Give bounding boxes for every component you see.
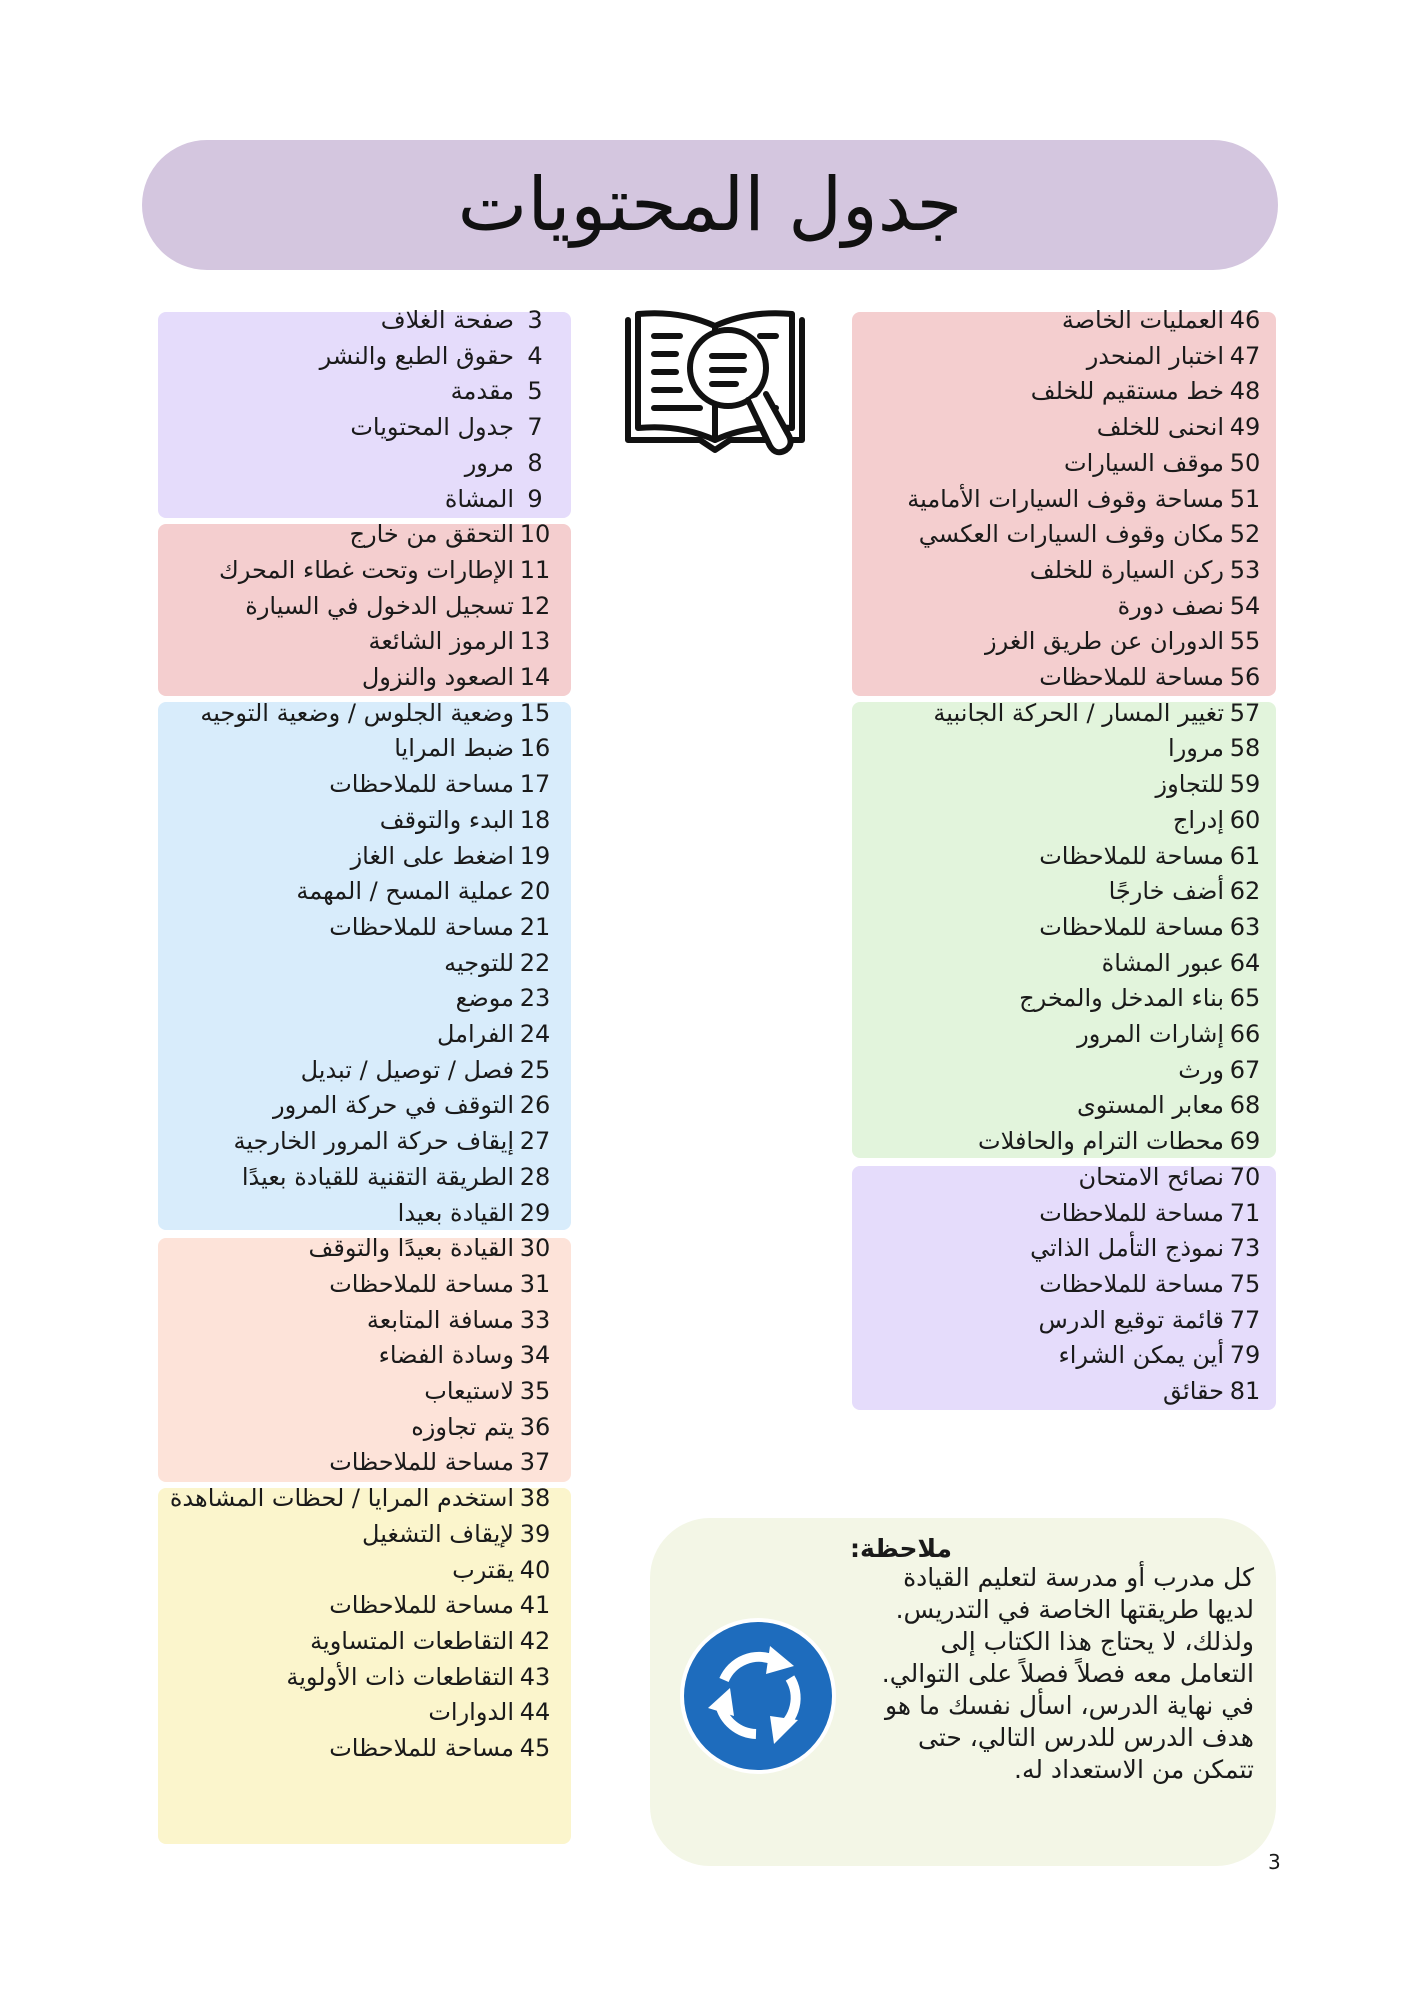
toc-entry-label: جدول المحتويات <box>350 413 514 442</box>
toc-page-number: 19 <box>519 841 551 870</box>
toc-entry[interactable] <box>310 1623 556 1659</box>
toc-entry-label: مساحة للملاحظات <box>329 1734 514 1762</box>
toc-entry[interactable] <box>379 1337 556 1373</box>
page-number: 3 <box>1268 1850 1281 1874</box>
toc-page-number: 77 <box>1229 1305 1261 1334</box>
toc-page-number: 11 <box>519 555 551 584</box>
toc-entry-label: العمليات الخاصة <box>1061 306 1224 334</box>
toc-entry[interactable] <box>1058 1337 1266 1373</box>
toc-entry-label: اختبار المنحدر <box>1086 341 1224 370</box>
toc-entry[interactable] <box>233 1123 556 1159</box>
toc-entry[interactable] <box>242 1159 556 1195</box>
toc-page-number: 68 <box>1229 1091 1261 1120</box>
toc-entry[interactable] <box>1168 730 1266 766</box>
toc-page-number: 61 <box>1229 841 1261 870</box>
toc-page-number: 16 <box>519 734 551 763</box>
toc-entry-label: حقوق الطبع والنشر <box>319 341 514 370</box>
note-line: هدف الدرس للدرس التالي، حتى <box>918 1723 1254 1752</box>
toc-entry[interactable] <box>452 1552 556 1588</box>
toc-entry[interactable] <box>351 838 556 874</box>
toc-entry[interactable] <box>1019 980 1266 1016</box>
toc-page-number: 36 <box>519 1412 551 1441</box>
toc-entry-label: خط مستقيم للخلف <box>1030 377 1224 406</box>
toc-entry[interactable] <box>1039 1195 1266 1231</box>
toc-entry-label: بناء المدخل والمخرج <box>1019 984 1224 1013</box>
toc-page-number: 18 <box>519 805 551 834</box>
toc-page-number: 24 <box>519 1020 551 1048</box>
toc-entry-label: الدوارات <box>428 1698 514 1727</box>
toc-entry-label: استخدم المرايا / لحظات المشاهدة <box>169 1484 514 1513</box>
toc-entry[interactable] <box>350 516 556 552</box>
toc-entry[interactable] <box>451 373 556 409</box>
toc-entry[interactable] <box>1039 1266 1266 1302</box>
toc-page-number: 9 <box>527 484 543 513</box>
toc-entry-label: أين يمكن الشراء <box>1058 1341 1224 1370</box>
toc-entry[interactable] <box>309 1230 557 1266</box>
toc-entry[interactable] <box>1039 659 1266 695</box>
toc-entry[interactable] <box>1079 1159 1267 1195</box>
toc-entry[interactable] <box>1039 838 1266 874</box>
toc-page-number: 29 <box>519 1198 551 1227</box>
toc-entry-label: تغيير المسار / الحركة الجانبية <box>933 698 1224 727</box>
toc-page-number: 3 <box>527 306 543 334</box>
toc-page-number: 60 <box>1229 805 1261 834</box>
toc-entry-label: التقاطعات ذات الأولوية <box>286 1662 514 1691</box>
toc-page-number: 53 <box>1229 555 1261 584</box>
note-title: ملاحظة: <box>850 1534 952 1563</box>
toc-entry[interactable] <box>362 1516 556 1552</box>
toc-entry[interactable] <box>933 695 1266 731</box>
toc-page-number: 59 <box>1229 770 1261 799</box>
toc-entry-label: فصل / توصيل / تبديل <box>300 1055 514 1084</box>
toc-entry[interactable] <box>301 1052 556 1088</box>
toc-page-number: 20 <box>519 877 551 906</box>
toc-entry[interactable] <box>380 802 556 838</box>
toc-entry[interactable] <box>296 873 556 909</box>
toc-entry-label: مساحة للملاحظات <box>329 770 514 799</box>
toc-entry-label: وسادة الفضاء <box>378 1341 514 1370</box>
toc-page-number: 54 <box>1229 591 1261 620</box>
toc-page-number: 17 <box>519 770 551 799</box>
toc-entry-label: مساحة للملاحظات <box>329 1591 514 1620</box>
toc-entry-label: إشارات المرور <box>1077 1020 1224 1048</box>
toc-page-number: 79 <box>1229 1341 1261 1370</box>
toc-entry[interactable] <box>444 945 556 981</box>
toc-entry-label: نموذج التأمل الذاتي <box>1030 1234 1224 1263</box>
toc-entry[interactable] <box>424 1373 556 1409</box>
toc-page-number: 8 <box>527 448 543 477</box>
toc-entry[interactable] <box>329 1266 556 1302</box>
toc-entry-label: مساحة للملاحظات <box>1039 912 1224 941</box>
toc-entry-label: محطات الترام والحافلات <box>978 1127 1224 1156</box>
toc-entry-label: لإيقاف التشغيل <box>362 1519 514 1548</box>
toc-page-number: 65 <box>1229 984 1261 1013</box>
toc-page-number: 5 <box>527 377 543 406</box>
toc-entry-label: مساحة وقوف السيارات الأمامية <box>907 484 1224 513</box>
toc-entry-label: مرورا <box>1168 734 1224 763</box>
toc-entry[interactable] <box>1039 909 1266 945</box>
toc-page-number: 48 <box>1229 377 1261 406</box>
toc-entry[interactable] <box>200 695 556 731</box>
toc-entry-label: مساحة للملاحظات <box>329 1448 514 1477</box>
toc-entry[interactable] <box>445 481 556 517</box>
toc-entry-label: مكان وقوف السيارات العكسي <box>918 520 1224 549</box>
toc-entry[interactable] <box>1064 445 1266 481</box>
toc-entry-label: المشاة <box>444 484 514 513</box>
toc-entry[interactable] <box>367 1302 556 1338</box>
toc-entry-label: القيادة بعيدًا والتوقف <box>308 1234 514 1263</box>
toc-page-number: 50 <box>1229 448 1261 477</box>
toc-entry[interactable] <box>329 1444 556 1480</box>
toc-entry-label: إيقاف حركة المرور الخارجية <box>233 1127 514 1156</box>
toc-entry[interactable] <box>1118 588 1266 624</box>
toc-entry[interactable] <box>465 445 556 481</box>
note-line: ولذلك، لا يحتاج هذا الكتاب إلى <box>940 1627 1254 1656</box>
toc-page-number: 52 <box>1229 520 1261 549</box>
toc-entry-label: الدوران عن طريق الغرز <box>985 627 1224 656</box>
toc-entry-label: صفحة الغلاف <box>380 306 514 334</box>
toc-page-number: 47 <box>1229 341 1261 370</box>
toc-entry[interactable] <box>1031 373 1266 409</box>
toc-page-number: 21 <box>519 912 551 941</box>
toc-entry-label: مساحة للملاحظات <box>329 1269 514 1298</box>
toc-entry-label: التوقف في حركة المرور <box>273 1091 514 1120</box>
toc-entry-label: للتوجيه <box>444 948 514 977</box>
toc-entry-label: عملية المسح / المهمة <box>296 877 514 906</box>
toc-entry-label: الفرامل <box>436 1020 514 1048</box>
toc-page-number: 25 <box>519 1055 551 1084</box>
toc-entry-label: موقف السيارات <box>1064 448 1224 477</box>
toc-page-number: 26 <box>519 1091 551 1120</box>
toc-entry-label: مساحة للملاحظات <box>1039 1198 1224 1227</box>
toc-entry[interactable] <box>329 1730 556 1766</box>
toc-page-number: 30 <box>519 1234 551 1263</box>
toc-page-number: 39 <box>519 1519 551 1548</box>
toc-entry-label: للتجاوز <box>1155 770 1224 799</box>
toc-entry-label: موضع <box>455 984 514 1013</box>
toc-entry[interactable] <box>907 481 1266 517</box>
toc-entry-label: ركن السيارة للخلف <box>1029 555 1224 584</box>
toc-page-number: 51 <box>1229 484 1261 513</box>
toc-entry[interactable] <box>381 302 556 338</box>
toc-entry[interactable] <box>1039 1302 1267 1338</box>
toc-page-number: 73 <box>1229 1234 1261 1263</box>
toc-entry[interactable] <box>456 980 556 1016</box>
toc-entry-label: القيادة بعيدا <box>397 1198 514 1227</box>
toc-entry-label: مساحة للملاحظات <box>329 912 514 941</box>
toc-page-number: 22 <box>519 948 551 977</box>
toc-entry[interactable] <box>329 1587 556 1623</box>
toc-entry[interactable] <box>437 1016 556 1052</box>
toc-entry[interactable] <box>329 766 556 802</box>
toc-page-number: 66 <box>1229 1020 1261 1048</box>
toc-page-number: 4 <box>527 341 543 370</box>
toc-entry[interactable] <box>1173 802 1266 838</box>
toc-page-number: 35 <box>519 1377 551 1405</box>
toc-page-number: 57 <box>1229 698 1261 727</box>
toc-entry[interactable] <box>394 730 556 766</box>
toc-entry[interactable] <box>286 1659 556 1695</box>
toc-page-number: 63 <box>1229 912 1261 941</box>
toc-entry[interactable] <box>273 1087 556 1123</box>
toc-page-number: 75 <box>1229 1269 1261 1298</box>
toc-page-number: 81 <box>1229 1377 1261 1405</box>
toc-entry-label: تسجيل الدخول في السيارة <box>245 591 514 620</box>
note-line: التعامل معه فصلاً فصلاً على التوالي. <box>881 1659 1254 1688</box>
toc-page-number: 55 <box>1229 627 1261 656</box>
toc-entry[interactable] <box>1156 766 1266 802</box>
toc-entry-label: الإطارات وتحت غطاء المحرك <box>218 555 514 584</box>
toc-entry-label: معابر المستوى <box>1077 1091 1224 1120</box>
toc-page-number: 41 <box>519 1591 551 1620</box>
toc-entry[interactable] <box>1030 1230 1266 1266</box>
toc-page-number: 7 <box>527 413 543 442</box>
toc-entry-label: اضغط على الغاز <box>350 841 514 870</box>
toc-page-number: 14 <box>519 663 551 691</box>
toc-page-number: 46 <box>1229 306 1261 334</box>
toc-entry[interactable] <box>1077 1016 1266 1052</box>
note-line: تتمكن من الاستعداد له. <box>1014 1755 1254 1784</box>
toc-page-number: 28 <box>519 1162 551 1191</box>
toc-entry[interactable] <box>362 659 556 695</box>
toc-entry-label: البدء والتوقف <box>379 805 514 834</box>
toc-page-number: 64 <box>1229 948 1261 977</box>
toc-page-number: 58 <box>1229 734 1261 763</box>
toc-page-number: 62 <box>1229 877 1261 906</box>
toc-entry[interactable] <box>1062 302 1266 338</box>
toc-entry-label: الرموز الشائعة <box>368 627 514 656</box>
toc-page-number: 56 <box>1229 663 1261 691</box>
title-banner <box>142 140 1278 270</box>
toc-entry-label: التحقق من خارج <box>349 520 514 549</box>
toc-right-column <box>850 302 1266 1422</box>
toc-entry-label: إدراج <box>1172 805 1224 834</box>
toc-entry[interactable] <box>1097 409 1266 445</box>
toc-page-number: 70 <box>1229 1162 1261 1191</box>
toc-entry[interactable] <box>1109 873 1266 909</box>
toc-entry[interactable] <box>170 1480 556 1516</box>
toc-entry-label: وضعية الجلوس / وضعية التوجيه <box>200 698 514 727</box>
toc-entry[interactable] <box>368 623 556 659</box>
toc-page-number: 23 <box>519 984 551 1013</box>
toc-entry-label: التقاطعات المتساوية <box>310 1626 514 1655</box>
toc-page-number: 27 <box>519 1127 551 1156</box>
page-title: جدول المحتويات <box>457 162 963 248</box>
toc-entry-label: أضف خارجًا <box>1108 877 1224 906</box>
toc-page-number: 37 <box>519 1448 551 1477</box>
toc-page-number: 31 <box>519 1269 551 1298</box>
toc-entry[interactable] <box>428 1694 556 1730</box>
toc-entry[interactable] <box>398 1195 556 1231</box>
toc-page-number: 69 <box>1229 1127 1261 1156</box>
toc-entry-label: ضبط المرايا <box>394 734 514 763</box>
note-line: لديها طريقتها الخاصة في التدريس. <box>895 1595 1254 1624</box>
toc-entry-label: مساحة للملاحظات <box>1039 841 1224 870</box>
toc-entry[interactable] <box>1178 1052 1266 1088</box>
toc-page-number: 40 <box>519 1555 551 1584</box>
toc-page-number: 42 <box>519 1626 551 1655</box>
toc-entry[interactable] <box>350 409 556 445</box>
toc-entry-label: لاستيعاب <box>424 1377 514 1405</box>
toc-entry-label: يتم تجاوزه <box>411 1412 514 1441</box>
toc-entry[interactable] <box>985 623 1266 659</box>
note-line: كل مدرب أو مدرسة لتعليم القيادة <box>903 1563 1254 1592</box>
toc-left-column <box>140 302 556 1762</box>
toc-entry-label: قائمة توقيع الدرس <box>1038 1305 1224 1334</box>
toc-entry[interactable] <box>329 909 556 945</box>
toc-entry-label: الصعود والنزول <box>361 663 514 691</box>
book-magnifier-icon <box>620 300 810 470</box>
toc-entry[interactable] <box>978 1123 1266 1159</box>
toc-page-number: 33 <box>519 1305 551 1334</box>
toc-entry-label: حقائق <box>1163 1377 1224 1405</box>
toc-page-number: 38 <box>519 1484 551 1513</box>
toc-entry-label: انحنى للخلف <box>1096 413 1224 442</box>
note-text <box>881 1562 1254 1786</box>
toc-entry-label: نصف دورة <box>1117 591 1224 620</box>
toc-entry-label: مسافة المتابعة <box>366 1305 514 1334</box>
toc-entry-label: مرور <box>464 448 514 477</box>
toc-entry[interactable] <box>1102 945 1266 981</box>
toc-page-number: 43 <box>519 1662 551 1691</box>
toc-entry[interactable] <box>1030 552 1266 588</box>
toc-page-number: 12 <box>519 591 551 620</box>
toc-page-number: 10 <box>519 520 551 549</box>
toc-entry[interactable] <box>320 338 556 374</box>
toc-page-number: 45 <box>519 1734 551 1762</box>
toc-entry[interactable] <box>219 552 556 588</box>
toc-entry-label: يقترب <box>452 1555 514 1584</box>
toc-page-number: 49 <box>1229 413 1261 442</box>
toc-entry-label: مساحة للملاحظات <box>1039 663 1224 691</box>
toc-entry[interactable] <box>411 1409 556 1445</box>
toc-entry-label: الطريقة التقنية للقيادة بعيدًا <box>241 1162 514 1191</box>
toc-entry[interactable] <box>245 588 556 624</box>
toc-page-number: 67 <box>1229 1055 1261 1084</box>
toc-entry-label: نصائح الامتحان <box>1078 1162 1224 1191</box>
roundabout-sign-icon <box>678 1616 838 1776</box>
toc-entry[interactable] <box>1163 1373 1266 1409</box>
toc-page-number: 15 <box>519 698 551 727</box>
toc-page-number: 71 <box>1229 1198 1261 1227</box>
toc-entry-label: ورث <box>1178 1055 1224 1084</box>
note-line: في نهاية الدرس، اسأل نفسك ما هو <box>884 1691 1254 1720</box>
toc-entry-label: مقدمة <box>450 377 514 406</box>
toc-entry[interactable] <box>1077 1087 1266 1123</box>
toc-entry[interactable] <box>919 516 1266 552</box>
toc-entry[interactable] <box>1087 338 1266 374</box>
toc-page-number: 44 <box>519 1698 551 1727</box>
toc-entry-label: مساحة للملاحظات <box>1039 1269 1224 1298</box>
toc-page-number: 13 <box>519 627 551 656</box>
toc-page-number: 34 <box>519 1341 551 1370</box>
toc-entry-label: عبور المشاة <box>1101 948 1224 977</box>
